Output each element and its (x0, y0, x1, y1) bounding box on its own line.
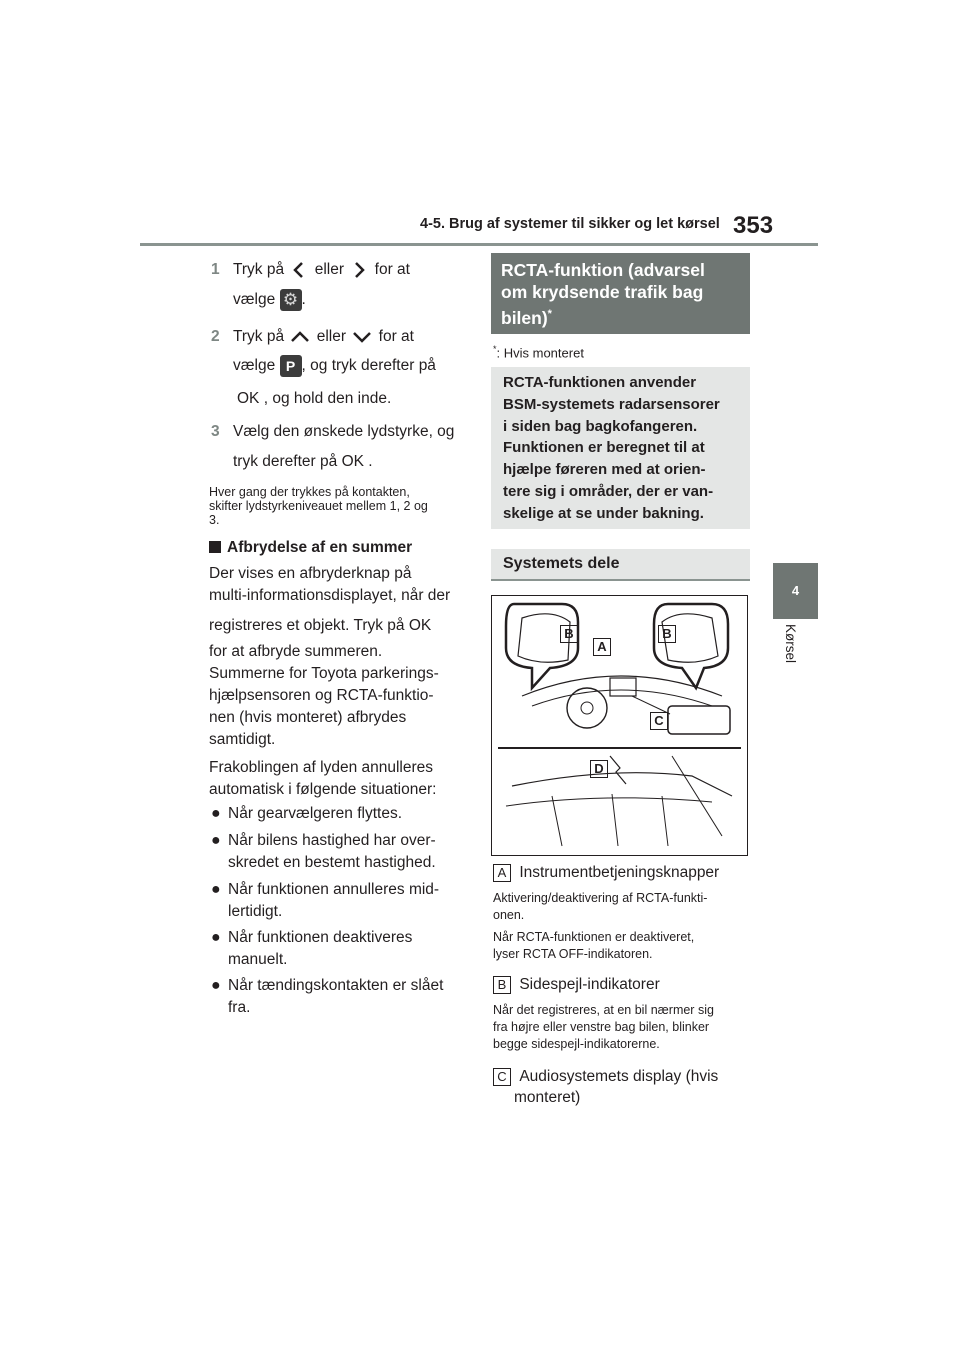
step-2-line-1: 2 Tryk på eller for at (211, 326, 414, 348)
label-d: D (590, 760, 608, 778)
chevron-left-icon (288, 260, 310, 280)
subsection-para-2: Frakoblingen af lyden annulleres automatisk i følgende situationer: (209, 759, 437, 798)
item-a-desc: Aktivering/deaktivering af RCTA-funkti- onen. Når RCTA-funktionen er deaktiveret, lyser RCTA OFF-indikatoren. (493, 891, 708, 961)
car-interior-illustration (492, 596, 747, 855)
chapter-tab: 4 (773, 563, 818, 619)
step-number: 3 (211, 423, 220, 440)
system-parts-heading: Systemets dele (491, 549, 750, 581)
parking-sensor-icon: P (280, 355, 302, 377)
volume-note: Hver gang der trykkes på kontakten, skifter lydstyrkeniveauet mellem 1, 2 og 3. (209, 485, 428, 527)
step-1-line-2: vælge ⚙ . (233, 290, 306, 309)
ok-button-label: OK (408, 617, 432, 634)
label-a: A (593, 638, 611, 656)
ok-button-label: OK (341, 453, 364, 470)
bullet-4: ● Når funktionen deaktiveres manuelt. (211, 929, 413, 968)
chevron-up-icon (288, 328, 312, 346)
step-1-line-1: 1 Tryk på eller for at (211, 259, 410, 281)
item-letter: A (493, 864, 511, 882)
gear-icon: ⚙ (280, 289, 302, 311)
bullet-2: ● Når bilens hastighed har over- skredet en bestemt hastighed. (211, 832, 436, 871)
subsection-para-1: Der vises en afbryderknap på multi-informationsdisplayet, når der registreres et objekt. Tryk på OK for at afbryde summeren. Summerne for Toyota parkerings- hjælpsensoren og RCTA-funktio- nen (hvis monteret) afbrydes samtidigt. (209, 565, 451, 748)
section-title: 4-5. Brug af systemer til sikker og let kørsel (420, 216, 720, 232)
square-bullet-icon (209, 541, 221, 553)
chapter-label: Kørsel (783, 624, 798, 664)
ok-button-label: OK (237, 390, 260, 407)
rcta-heading: RCTA-funktion (advarsel om krydsende trafik bag bilen)* (491, 253, 750, 334)
bullet-5: ● Når tændingskontakten er slået fra. (211, 977, 444, 1016)
bullet-1: ● Når gearvælgeren flyttes. (211, 805, 403, 822)
subsection-title: Afbrydelse af en summer (209, 539, 412, 557)
label-b-left: B (560, 625, 578, 643)
step-2-line-3: OK , og hold den inde. (237, 390, 392, 407)
item-letter: B (493, 976, 511, 994)
item-b-desc: Når det registreres, at en bil nærmer sig fra højre eller venstre bag bilen, blinker begge sidespejl-indikatorerne. (493, 1003, 714, 1051)
step-number: 1 (211, 261, 220, 278)
footnote: *: Hvis monteret (493, 344, 584, 361)
item-b-title: B Sidespejl-indikatorer (493, 974, 660, 995)
chevron-down-icon (350, 328, 374, 346)
label-c: C (650, 712, 668, 730)
item-letter: C (493, 1068, 511, 1086)
item-a-title: A Instrumentbetjeningsknapper (493, 862, 719, 883)
header-divider (140, 243, 818, 246)
step-number: 2 (211, 328, 220, 345)
bullet-3: ● Når funktionen annulleres mid- lertidigt. (211, 881, 440, 920)
rcta-intro-box: RCTA-funktionen anvender BSM-systemets radarsensorer i siden bag bagkofangeren. Funktionen er beregnet til at hjælpe føreren med at orien- tere sig i områder, der er van- skelige at se under bakning. (491, 367, 750, 529)
step-3-line-2: tryk derefter på OK . (233, 453, 373, 470)
chevron-right-icon (348, 260, 370, 280)
label-b-right: B (658, 625, 676, 643)
page-number: 353 (733, 212, 774, 239)
step-3-line-1: 3 Vælg den ønskede lydstyrke, og (211, 421, 454, 443)
item-c-title: C Audiosystemets display (hvis monteret) (493, 1066, 718, 1108)
step-2-line-2: vælge P , og tryk derefter på (233, 355, 436, 377)
system-diagram (491, 595, 748, 856)
